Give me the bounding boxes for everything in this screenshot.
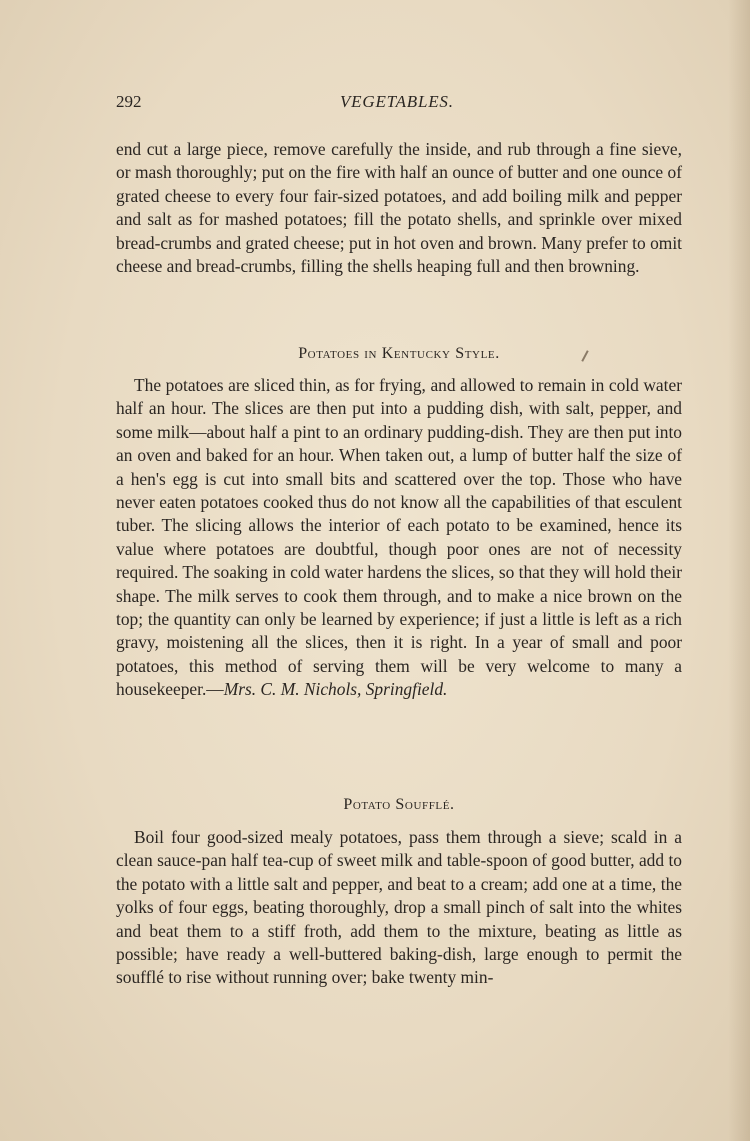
recipe-paragraph-souffle: Boil four good-sized mealy potatoes, pass them through a sieve; scald in a clean sauce-pan half tea-cup of sweet milk and table-spoon of good butter, add to the potato with a little salt and pepper, and beat to a cream; add one at a time, the yolks of four eggs, beating thoroughly, drop a small pinch of salt into the whites and beat them to a stiff froth, add them to the mixture, beating as little as possible; have ready a well-buttered baking-dish, large enough to permit the soufflé to rise without running over; bake twenty min- <box>116 827 682 988</box>
continuation-text: end cut a large piece, remove carefully the inside, and rub through a fine sieve, or mash thoroughly; put on the fire with half an ounce of butter and one ounce of grated cheese to every four fair-sized potatoes, and add boiling milk and pepper and salt as for mashed potatoes; fill the potato shells, and sprinkle over mixed bread-crumbs and grated cheese; put in hot oven and brown. Many prefer to omit cheese and bread-crumbs, filling the shells heaping full and then browning. <box>116 139 682 277</box>
recipe-body-souffle <box>116 826 682 990</box>
recipe-body-kentucky <box>116 374 682 702</box>
page-edge-shadow <box>728 0 750 1141</box>
page-header <box>116 92 682 116</box>
recipe-title-kentucky <box>116 345 682 363</box>
recipe-title-souffle <box>116 796 682 814</box>
recipe-body-kentucky-text: The potatoes are sliced thin, as for frying, and allowed to remain in cold water half an hour. The slices are then put into a pudding dish, with salt, pepper, and some milk—about half a pint to an ordinary pudding-dish. They are then put into an oven and baked for an hour. When taken out, a lump of butter half the size of a hen's egg is cut into small bits and scattered over the top. Those who have never eaten potatoes cooked thus do not know all the capabilities of that esculent tuber. The slicing allows the interior of each potato to be examined, hence its value where potatoes are doubtful, though poor ones are not of necessity required. The soaking in cold water hardens the slices, so that they will hold their shape. The milk serves to cook them through, and to make a nice brown on the top; the quantity can only be learned by experience; if just a little is left as a rich gravy, moistening all the slices, then it is right. In a year of small and poor potatoes, this method of serving them will be very welcome to many a housekeeper.— <box>116 375 682 700</box>
recipe-title-kentucky-text: Potatoes in Kentucky Style. <box>298 345 500 362</box>
recipe-title-souffle-text: Potato Soufflé. <box>343 796 455 813</box>
recipe-paragraph-kentucky <box>116 374 682 702</box>
page-number: 292 <box>116 92 142 111</box>
continued-paragraph <box>116 138 682 278</box>
recipe-signature: Mrs. C. M. Nichols, Springfield. <box>223 679 448 700</box>
running-head: VEGETABLES. <box>340 92 454 111</box>
